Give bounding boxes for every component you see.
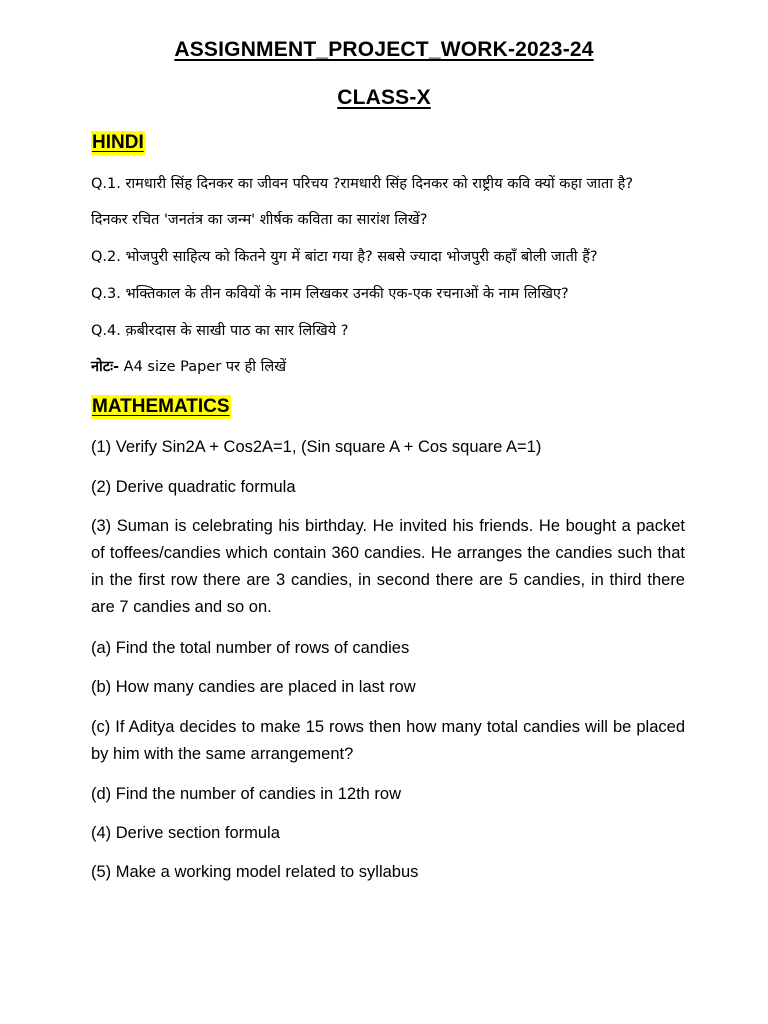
hindi-q4: Q.4. क़बीरदास के साखी पाठ का सार लिखिये ? [91, 323, 349, 339]
document-title: ASSIGNMENT_PROJECT_WORK-2023-24 [174, 38, 594, 61]
hindi-q2: Q.2. भोजपुरी साहित्य को कितने युग में बांटा गया है? सबसे ज्यादा भोजपुरी कहाँ बोली जाती हैं? [91, 249, 598, 265]
math-item-3: (3) Suman is celebrating his birthday. He invited his friends. He bought a packet of toffees/candies which contain 360 candies. He arranges the candies such that in the first row there are 3 candies, in second there are 5 candies, in third there are 7 candies and so on. [91, 517, 685, 616]
math-item-3a: (a) Find the total number of rows of candies [91, 639, 410, 657]
math-item-3c: (c) If Aditya decides to make 15 rows then how many total candies will be placed by him with the same arrangement? [91, 718, 685, 763]
hindi-q3: Q.3. भक्तिकाल के तीन कवियों के नाम लिखकर उनकी एक-एक रचनाओं के नाम लिखिए? [91, 286, 569, 302]
math-item-3b: (b) How many candies are placed in last row [91, 678, 416, 696]
note-label: नोटः- [91, 359, 120, 375]
hindi-heading: HINDI [92, 132, 144, 153]
hindi-note [91, 357, 691, 377]
math-item-1: (1) Verify Sin2A + Cos2A=1, (Sin square A + Cos square A=1) [91, 438, 542, 456]
math-item-4: (4) Derive section formula [91, 824, 280, 842]
math-item-3d: (d) Find the number of candies in 12th row [91, 785, 401, 803]
math-item-2: (2) Derive quadratic formula [91, 478, 296, 496]
math-item-5: (5) Make a working model related to syllabus [91, 863, 419, 881]
mathematics-heading: MATHEMATICS [92, 396, 230, 417]
hindi-q1-line1: Q.1. रामधारी सिंह दिनकर का जीवन परिचय ?रामधारी सिंह दिनकर को राष्ट्रीय कवि क्यों कहा जाता है? [91, 176, 634, 192]
note-text: A4 size Paper पर ही लिखें [119, 359, 287, 375]
class-title: CLASS-X [337, 86, 431, 109]
hindi-q1-line2: दिनकर रचित 'जनतंत्र का जन्म' शीर्षक कविता का सारांश लिखें? [91, 212, 428, 228]
